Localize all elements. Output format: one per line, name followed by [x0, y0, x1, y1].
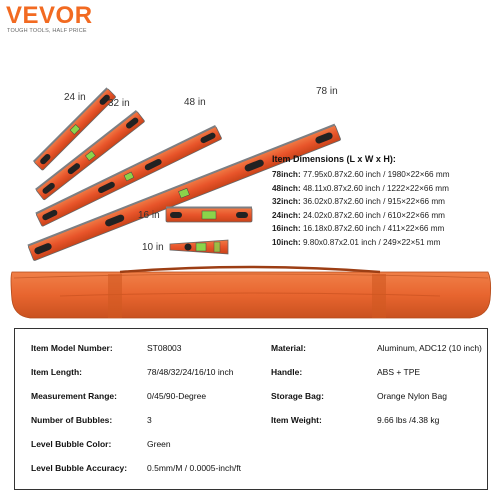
dimension-value: 48.11x0.87x2.60 inch / 1222×22×66 mm [300, 183, 449, 193]
dimension-value: 24.02x0.87x2.60 inch / 610×22×66 mm [300, 210, 445, 220]
spec-label-model: Item Model Number: [31, 343, 113, 353]
spec-value-bubble-color: Green [147, 439, 171, 449]
spec-value-weight: 9.66 lbs /4.38 kg [377, 415, 440, 425]
dimension-row [272, 209, 498, 223]
spec-label-handle: Handle: [271, 367, 303, 377]
item-dimensions [272, 154, 498, 249]
level-10in [170, 240, 228, 254]
level-16in [166, 207, 252, 223]
dimension-value: 77.95x0.87x2.60 inch / 1980×22×66 mm [300, 170, 450, 179]
dimension-size: 78inch: [272, 170, 301, 179]
dimension-row [272, 195, 498, 209]
level-label-16in: 16 in [138, 210, 160, 221]
spec-value-model: ST08003 [147, 343, 182, 353]
specifications-table [14, 328, 488, 490]
level-label-32in: 32 in [108, 98, 130, 109]
level-label-78in: 78 in [316, 86, 338, 97]
dimension-size: 10inch: [272, 237, 301, 247]
dimension-row [272, 182, 498, 196]
spec-value-length: 78/48/32/24/16/10 inch [147, 367, 234, 377]
spec-label-material: Material: [271, 343, 306, 353]
storage-bag [11, 267, 491, 318]
spec-value-bubbles: 3 [147, 415, 152, 425]
level-label-10in: 10 in [142, 242, 164, 253]
spec-label-weight: Item Weight: [271, 415, 322, 425]
dimension-row [272, 236, 498, 250]
dimension-size: 32inch: [272, 197, 301, 206]
spec-label-length: Item Length: [31, 367, 82, 377]
brand-tagline: TOUGH TOOLS, HALF PRICE [7, 28, 87, 34]
spec-value-handle: ABS + TPE [377, 367, 421, 377]
spec-value-range: 0/45/90-Degree [147, 391, 207, 401]
level-label-48in: 48 in [184, 97, 206, 108]
spec-value-bag: Orange Nylon Bag [377, 391, 447, 401]
spec-value-material: Aluminum, ADC12 (10 inch) [377, 343, 482, 353]
level-label-24in: 24 in [64, 92, 86, 103]
dimension-size: 16inch: [272, 224, 301, 233]
brand-name: VEVOR [6, 2, 93, 29]
dimension-size: 24inch: [272, 210, 301, 220]
dimensions-title: Item Dimensions (L x W x H): [272, 154, 396, 164]
dimension-row [272, 168, 498, 182]
spec-label-bubbles: Number of Bubbles: [31, 415, 113, 425]
spec-value-accuracy: 0.5mm/M / 0.0005-inch/ft [147, 463, 242, 473]
dimension-row [272, 222, 498, 236]
dimension-size: 48inch: [272, 183, 301, 193]
spec-label-bag: Storage Bag: [271, 391, 324, 401]
dimension-value: 9.80x0.87x2.01 inch / 249×22×51 mm [300, 237, 441, 247]
spec-label-bubble-color: Level Bubble Color: [31, 439, 112, 449]
spec-label-accuracy: Level Bubble Accuracy: [31, 463, 128, 473]
spec-label-range: Measurement Range: [31, 391, 117, 401]
dimension-value: 36.02x0.87x2.60 inch / 915×22×66 mm [300, 197, 445, 206]
dimension-value: 16.18x0.87x2.60 inch / 411×22×66 mm [300, 224, 445, 233]
